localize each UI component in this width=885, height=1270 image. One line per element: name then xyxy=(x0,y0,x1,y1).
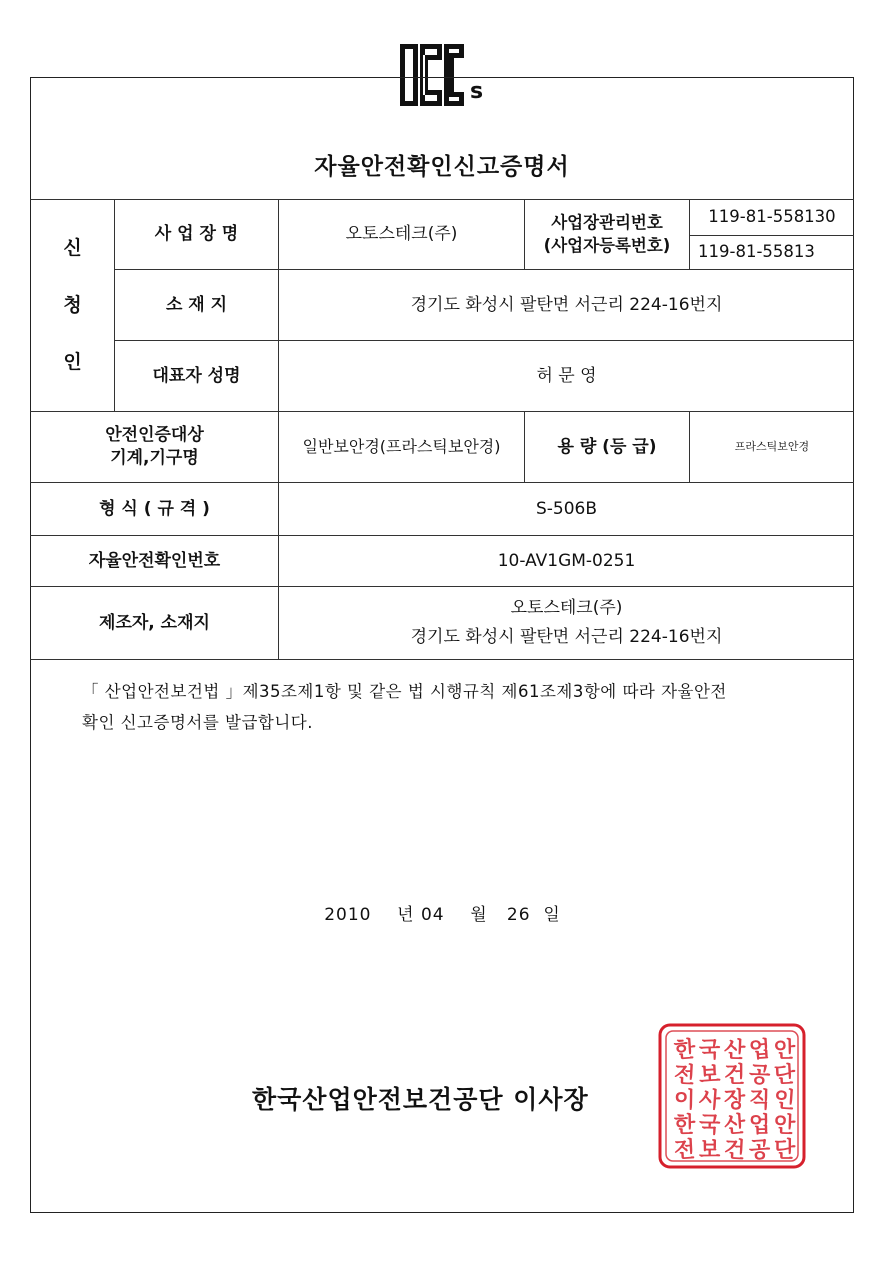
model-label: 형 식 ( 규 격 ) xyxy=(99,498,210,519)
machine-name-value: 일반보안경(프라스틱보안경) xyxy=(302,437,501,457)
machine-label xyxy=(31,412,278,482)
seal-glyph: 한 xyxy=(673,1111,696,1139)
document-title: 자율안전확인신고증명서 xyxy=(314,154,570,180)
registration-label xyxy=(525,200,689,269)
date-year-unit: 년 xyxy=(397,905,415,925)
reg-number-value: 119-81-55813 xyxy=(698,242,815,262)
location-value: 경기도 화성시 팔탄면 서근리 224-16번지 xyxy=(410,294,723,315)
mgmt-number-label: 사업장관리번호 xyxy=(551,213,663,233)
seal-glyph: 보 xyxy=(699,1137,721,1163)
machine-label-line1: 안전인증대상 xyxy=(105,425,204,446)
statement-text xyxy=(82,676,842,738)
date-day: 26 xyxy=(506,905,531,925)
seal-glyph: 업 xyxy=(748,1111,771,1139)
manufacturer-label: 제조자, 소재지 xyxy=(99,612,210,633)
issue-date xyxy=(0,900,885,925)
business-name-label: 사 업 장 명 xyxy=(154,224,239,245)
seal-glyph: 장 xyxy=(723,1086,746,1114)
applicant-label-char: 청 xyxy=(63,294,82,316)
seal-glyph: 이 xyxy=(673,1086,696,1114)
seal-glyph: 산 xyxy=(723,1111,747,1139)
svg-text:s: s xyxy=(470,79,484,104)
seal-glyph: 단 xyxy=(773,1061,796,1089)
seal-glyph: 한 xyxy=(673,1036,697,1064)
seal-glyph: 전 xyxy=(673,1061,696,1089)
business-name-value: 오토스테크(주) xyxy=(345,224,458,245)
date-day-unit: 일 xyxy=(543,905,561,925)
seal-glyph: 단 xyxy=(774,1137,796,1163)
location-label: 소 재 지 xyxy=(165,294,228,315)
representative-value: 허 문 영 xyxy=(536,365,597,386)
seal-glyph: 국 xyxy=(698,1111,721,1139)
date-year: 2010 xyxy=(324,905,372,925)
seal-glyph: 직 xyxy=(748,1086,771,1114)
model-value: S-506B xyxy=(535,498,598,519)
reg-number-label: (사업자등록번호) xyxy=(543,235,671,255)
seal-glyph: 안 xyxy=(773,1111,796,1139)
seal-glyph: 공 xyxy=(748,1061,771,1089)
seal-glyph: 인 xyxy=(773,1086,797,1114)
seal-glyph: 산 xyxy=(723,1036,746,1064)
seal-glyph: 건 xyxy=(723,1136,746,1164)
statement-line: 확인 신고증명서를 발급합니다. xyxy=(82,713,313,732)
manufacturer-address: 경기도 화성시 팔탄면 서근리 224-16번지 xyxy=(410,627,723,647)
mgmt-number-value: 119-81-558130 xyxy=(708,207,836,227)
confirm-number-value: 10-AV1GM-0251 xyxy=(497,550,636,571)
representative-label: 대표자 성명 xyxy=(152,365,241,386)
seal-glyph: 안 xyxy=(773,1036,796,1064)
seal-glyph: 업 xyxy=(748,1036,772,1064)
table-bottom-line xyxy=(30,659,854,660)
seal-glyph: 전 xyxy=(673,1136,696,1164)
statement-line: 「 산업안전보건법 」제35조제1항 및 같은 법 시행규칙 제61조제3항에 따라 자율안전 xyxy=(82,682,727,701)
machine-label-line2: 기계,기구명 xyxy=(110,448,199,468)
applicant-label-char: 신 xyxy=(63,237,82,259)
seal-glyph: 사 xyxy=(698,1086,722,1114)
capacity-value: 프라스틱보안경 xyxy=(734,439,810,453)
seal-glyph: 공 xyxy=(748,1136,771,1164)
applicant-label-char: 인 xyxy=(63,351,82,373)
seal-glyph: 국 xyxy=(698,1036,721,1064)
applicant-section-label xyxy=(31,200,114,411)
seal-glyph: 보 xyxy=(698,1061,721,1089)
date-month: 04 xyxy=(420,905,445,925)
date-month-unit: 월 xyxy=(470,905,488,925)
manufacturer-name: 오토스테크(주) xyxy=(510,598,623,619)
issuer-name: 한국산업안전보건공단 이사장 xyxy=(252,1085,589,1114)
official-seal-stamp xyxy=(656,1021,808,1171)
seal-glyph: 건 xyxy=(724,1062,746,1088)
capacity-label: 용 량 (등 급) xyxy=(557,436,657,457)
manufacturer-value xyxy=(279,587,854,659)
confirm-number-label: 자율안전확인번호 xyxy=(88,550,221,571)
